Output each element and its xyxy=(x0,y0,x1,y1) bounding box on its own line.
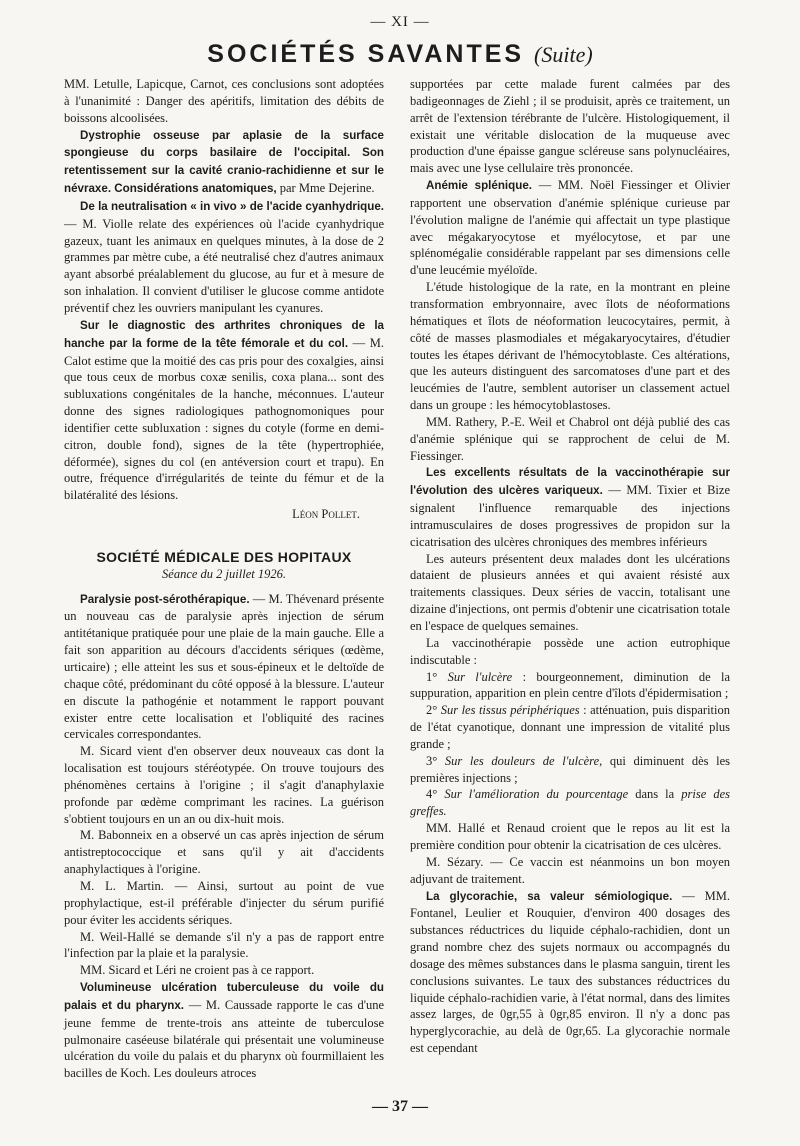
paragraph: Dystrophie osseuse par aplasie de la surface spongieuse du corps basilaire de l'occipital. Son retentissement sur la cavité cranio-rachidienne et sur le névraxe. Considérations anatomiques, par Mme Dejerine. xyxy=(64,128,384,196)
list-item: 3° Sur les douleurs de l'ulcère, qui diminuent dès les premières injections ; xyxy=(410,753,731,785)
article-heading: Les excellents résultats de la vaccinothérapie sur l'évolution des ulcères variqueux. xyxy=(410,466,730,498)
list-item: 2° Sur les tissus périphériques : atténuation, puis disparition de l'état cyanotique, donnant une impression de vitalité plus grande ; xyxy=(410,703,730,751)
paragraph: Sur le diagnostic des arthrites chroniques de la hanche par la forme de la tête fémorale et du col. — M. Calot estime que la moitié des cas pris pour des coxalgies, ainsi que tous ceux de morbus coxæ senilis, coxa plana... sont des subluxations congénitales de la hanche, méconnues. L'auteur donne des signes radiologiques pathognomoniques pour identifier cette subluxation : signes du cotyle (forme en demi-citron, double fond), signes de la tête (hypertrophiée, déformée), signes du col (en antéversion court et trapu). En outre, fréquence d'irrégularités de teinte du fémur et de la bilatéralité des lésions. xyxy=(64,318,385,503)
paragraph: Volumineuse ulcération tuberculeuse du voile du palais et du pharynx. — M. Caussade rapporte le cas d'une jeune femme de trente-trois ans atteinte de tuberculose pulmonaire caséeuse bilatérale qui présentait une volumineuse ulcération du voile du palais et du pharynx où fourmillaient les bacilles de Koch. Les douleurs atroces xyxy=(64,981,385,1081)
paragraph: MM. Sicard et Léri ne croient pas à ce rapport. xyxy=(80,963,315,978)
running-title xyxy=(0,40,800,69)
paragraph: La glycorachie, sa valeur sémiologique. — MM. Fontanel, Leulier et Rouquier, d'environ 400 dosages des substances réductrices du liquide céphalo-rachidien, dont un grand nombre chez des sujets normaux ou accompagnés du dosage des mêmes substances dans le plasma sanguin, tirent les conclusions suivantes. Le taux des substances réductrices du liquide céphalo-rachidien varie, à l'état normal, dans des limites assez larges, de 0gr,55 à 0gr,85 environ. Il n'y a donc pas hyperglycorachie, au delà de 0gr,65. La glycorachie normale est cependant xyxy=(410,888,731,1056)
article-heading: Paralysie post-sérothérapique. xyxy=(80,592,250,606)
paragraph: La vaccinothérapie possède une action eutrophique indiscutable : xyxy=(410,635,730,667)
author-signature: Léon Pollet. xyxy=(292,507,360,522)
list-item: 1° Sur l'ulcère : bourgeonnement, diminution de la suppuration, apparition en plein centre d'îlots d'épidermisation ; xyxy=(410,669,730,701)
right-column xyxy=(410,76,730,1057)
paragraph: MM. Letulle, Lapicque, Carnot, ces conclusions sont adoptées à l'unanimité : Danger des apéritifs, limitation des débits de boissons alcoolisées. xyxy=(64,77,384,125)
paragraph: De la neutralisation « in vivo » de l'acide cyanhydrique. — M. Violle relate des expériences où l'acide cyanhydrique gazeux, tuant les animaux en quelques minutes, à la dose de 2 grammes par mètre cube, a été neutralisé chez d'autres animaux ayant absorbé préalablement du glucose, au fur et à mesure de son inhalation. Il convient d'utiliser le glucose comme antidote préventif chez les ouvriers manipulant les cyanures. xyxy=(64,199,384,315)
article-heading: De la neutralisation « in vivo » de l'acide cyanhydrique. xyxy=(80,199,384,213)
paragraph: M. Sicard vient d'en observer deux nouveaux cas dont la localisation est toujours stéréotypée. On trouve toujours des phénomènes certains à l'origine ; il s'agit d'anaphylaxie profonde par œdème comprimant les racines. La guérison s'obtient toujours en un an ou dix-huit mois. xyxy=(64,744,384,826)
page-number: — 37 — xyxy=(372,1098,428,1115)
roman-page-number: — XI — xyxy=(370,14,430,30)
paragraph: Paralysie post-sérothérapique. — M. Thévenard présente un nouveau cas de paralysie après injection de sérum antitétanique pratiquée pour une plaie de la main gauche. Elle a fait son apparition au décours d'accidents sériques (œdème, urticaire) ; elle atteint les sus et sous-épineux et le deltoïde de chaque côté, prédominant du côté opposé à la blessure. L'auteur en discute la pathogénie et notamment le rapport pouvant exister entre cette localisation et l'obliquité des racines cervicales correspondantes. xyxy=(64,591,384,742)
paragraph: M. L. Martin. — Ainsi, surtout au point de vue prophylactique, est-il préférable d'injecter du sérum purifié pour éviter les accidents sériques. xyxy=(64,878,384,927)
section-title: SOCIÉTÉ MÉDICALE DES HOPITAUX xyxy=(96,548,352,565)
paragraph: MM. Rathery, P.-E. Weil et Chabrol ont déjà publié des cas d'anémie splénique qui se rapprochent de celui de M. Fiessinger. xyxy=(410,414,730,463)
paragraph: Anémie splénique. — MM. Noël Fiessinger et Olivier rapportent une observation d'anémie splénique curieuse par l'évolution maligne de l'anémie qui affectait un type plastique avec mégakaryocytose et myélocytose, et par une splénomégalie considérable rappelant par ses dimensions celle d'une leucémie myéloïde. xyxy=(410,178,731,278)
paragraph: MM. Hallé et Renaud croient que le repos au lit est la première condition pour obtenir la cicatrisation de ces ulcères. xyxy=(410,821,730,852)
article-heading: Sur le diagnostic des arthrites chroniques de la hanche par la forme de la tête fémorale et du col. xyxy=(64,318,384,350)
article-heading: La glycorachie, sa valeur sémiologique. xyxy=(426,889,673,903)
list-item: 4° Sur l'amélioration du pourcentage dans la prise des greffes. xyxy=(410,787,731,819)
running-title-text: SOCIÉTÉS SAVANTES xyxy=(207,40,525,68)
article-heading: Anémie splénique. xyxy=(426,179,532,193)
paragraph: M. Babonneix en a observé un cas après injection de sérum antistreptococcique et sans qu'il y ait d'accidents anaphylactiques à l'origine. xyxy=(64,828,384,877)
article-heading: Dystrophie osseuse par aplasie de la surface spongieuse du corps basilaire de l'occipital. Son retentissement sur la cavité cranio-rachidienne et sur le névraxe. Considérations anatomiques, xyxy=(64,128,384,196)
paragraph: M. Weil-Hallé se demande s'il n'y a pas de rapport entre l'infection par la plaie et la paralysie. xyxy=(64,929,384,961)
paragraph: L'étude histologique de la rate, en la montrant en pleine transformation embryonnaire, avec îlots de néoformations hématiques et îlots de néoformation leucocytaires, permit, à côté de masses plasmodiales et mégakaryocytaires, d'étudier toutes les étapes dérivant de l'hémocytoblaste. Ces altérations, que les auteurs distinguent des sarcomatoses d'une part et des leucémies de l'autre, semblent autoriser un classement actuel dans un groupe : les hémocytoblastoses. xyxy=(410,280,730,413)
paragraph: supportées par cette malade furent calmées par des badigeonnages de Ziehl ; il se produisit, après ce traitement, un arrêt de l'extension térébrante de l'ulcère. Histologiquement, il existait une véritable dislocation de la muqueuse avec production d'une épaisse gangue scléreuse sans polynucléaires, mais avec une lyse cellulaire très prononcée. xyxy=(410,77,730,176)
left-column xyxy=(64,76,384,1082)
paragraph: Les auteurs présentent deux malades dont les ulcérations dataient de plusieurs années et qui avaient résisté aux traitements classiques. Deux séries de vaccin, totalisant une dizaine d'injections, ont permis d'obtenir une cicatrisation totale en l'espace de quelques semaines. xyxy=(410,551,730,633)
paragraph: Les excellents résultats de la vaccinothérapie sur l'évolution des ulcères variqueux. — MM. Tixier et Bize signalent l'influence remarquable des injections intramusculaires de doses progressives de propidon sur la cicatrisation des ulcères chroniques des membres inférieurs xyxy=(410,466,730,549)
running-title-suite: (Suite) xyxy=(534,42,593,67)
session-date: Séance du 2 juillet 1926. xyxy=(162,566,286,581)
paragraph: M. Sézary. — Ce vaccin est néanmoins un bon moyen adjuvant de traitement. xyxy=(410,854,730,886)
article-heading: Volumineuse ulcération tuberculeuse du voile du palais et du pharynx. xyxy=(64,981,384,1012)
